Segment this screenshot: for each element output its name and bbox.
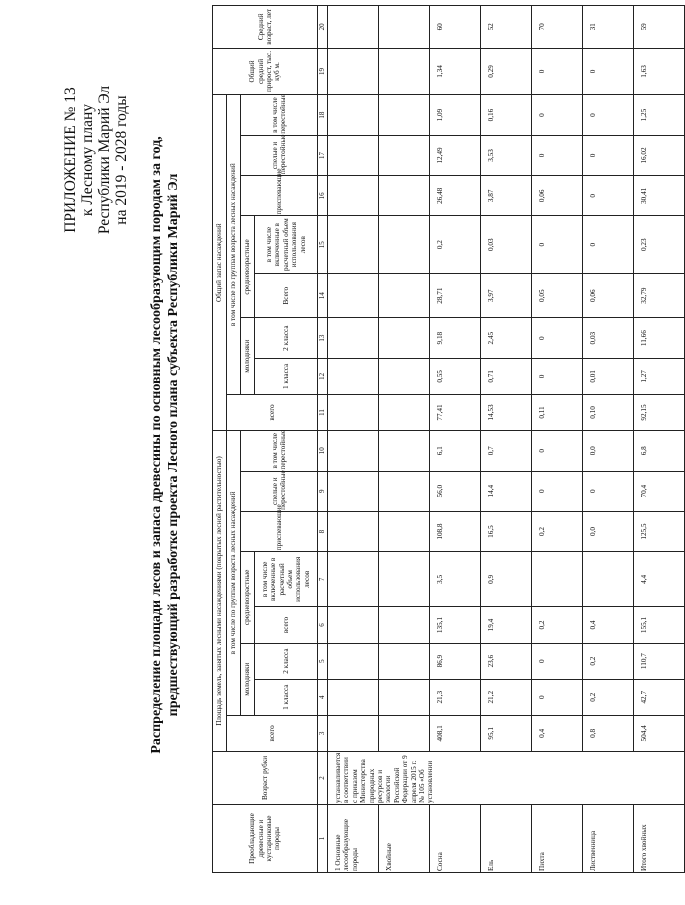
table-cell: 504,4 bbox=[634, 715, 685, 751]
table-cell: 0,4 bbox=[532, 715, 583, 751]
table-cell: 2,45 bbox=[481, 318, 532, 358]
header-stock-group: Общий запас насаждений bbox=[213, 95, 227, 431]
table-cell: 0,2 bbox=[430, 216, 481, 273]
column-number: 5 bbox=[318, 643, 328, 679]
table-cell: 0,29 bbox=[481, 48, 532, 95]
table-cell: 0 bbox=[532, 48, 583, 95]
table-cell bbox=[379, 607, 430, 643]
table-cell: 3,5 bbox=[430, 552, 481, 607]
table-cell: 0,4 bbox=[583, 607, 634, 643]
table-cell bbox=[379, 431, 430, 471]
column-number: 12 bbox=[318, 358, 328, 394]
species-cell: Хвойные bbox=[379, 805, 430, 873]
table-cell: 30,41 bbox=[634, 176, 685, 216]
table-cell: 86,9 bbox=[430, 643, 481, 679]
table-body bbox=[318, 6, 685, 873]
table-cell: 0,11 bbox=[532, 394, 583, 430]
table-cell: 125,5 bbox=[634, 511, 685, 551]
table-cell bbox=[379, 394, 430, 430]
header-middle: средневозрастные bbox=[241, 552, 255, 643]
table-cell bbox=[328, 95, 379, 135]
table-row bbox=[481, 6, 532, 873]
table-cell: 0,10 bbox=[583, 394, 634, 430]
table-cell: 14,53 bbox=[481, 394, 532, 430]
table-cell: 0 bbox=[532, 643, 583, 679]
table-cell bbox=[379, 643, 430, 679]
table-cell: 0 bbox=[583, 135, 634, 175]
table-cell: 0,03 bbox=[583, 318, 634, 358]
header-stock-premature: приспевающие bbox=[241, 176, 318, 216]
title-line: Распределение площади лесов и запаса древесины по основным лесообразующим породам за год, bbox=[149, 136, 164, 754]
table-cell bbox=[328, 607, 379, 643]
column-number: 9 bbox=[318, 471, 328, 511]
table-cell: 0 bbox=[532, 95, 583, 135]
table-cell: 0,55 bbox=[430, 358, 481, 394]
table-cell bbox=[379, 358, 430, 394]
title-line: предшествующий разработке проекта Лесного плана субъекта Республики Марий Эл bbox=[166, 173, 181, 717]
table-cell: 0,2 bbox=[532, 607, 583, 643]
table-cell bbox=[379, 216, 430, 273]
column-number: 4 bbox=[318, 679, 328, 715]
header-stock-mature: спелые и перестойные bbox=[241, 135, 318, 175]
table-cell: 42,7 bbox=[634, 679, 685, 715]
table-cell: 408,1 bbox=[430, 715, 481, 751]
table-cell bbox=[328, 358, 379, 394]
species-cell: 1 Основные лесообразующие породы bbox=[328, 805, 379, 873]
header-growth: Общий средний прирост, тыс. куб м. bbox=[213, 48, 318, 95]
table-cell: 1,63 bbox=[634, 48, 685, 95]
table-cell: 0,8 bbox=[583, 715, 634, 751]
table-row bbox=[379, 6, 430, 873]
column-number: 17 bbox=[318, 135, 328, 175]
table-cell: 21,3 bbox=[430, 679, 481, 715]
table-cell: 70 bbox=[532, 6, 583, 49]
table-cell: 92,15 bbox=[634, 394, 685, 430]
table-cell: 0,2 bbox=[583, 679, 634, 715]
header-stock-middle-total: Всего bbox=[255, 273, 318, 318]
table-row bbox=[583, 6, 634, 873]
appendix-line: Республики Марий Эл bbox=[96, 85, 113, 235]
table-cell: 0 bbox=[583, 95, 634, 135]
column-number: 15 bbox=[318, 216, 328, 273]
table-cell: 95,1 bbox=[481, 715, 532, 751]
table-row bbox=[328, 6, 379, 873]
table-cell bbox=[532, 552, 583, 607]
table-cell: 11,66 bbox=[634, 318, 685, 358]
table-cell: 1,27 bbox=[634, 358, 685, 394]
table-cell bbox=[328, 643, 379, 679]
table-cell bbox=[328, 679, 379, 715]
table-cell: 1,34 bbox=[430, 48, 481, 95]
table-cell: 110,7 bbox=[634, 643, 685, 679]
table-cell: 70,4 bbox=[634, 471, 685, 511]
header-stock-middle-incl: в том числе включенные в расчетный объем использования лесов bbox=[255, 216, 318, 273]
table-cell bbox=[379, 273, 430, 318]
appendix-line: на 2019 - 2028 годы bbox=[113, 95, 130, 225]
table-cell: 9,18 bbox=[430, 318, 481, 358]
table-cell: 0,06 bbox=[532, 176, 583, 216]
table-cell bbox=[328, 715, 379, 751]
table-cell: 0,03 bbox=[481, 216, 532, 273]
column-number: 6 bbox=[318, 607, 328, 643]
table-cell bbox=[328, 511, 379, 551]
table-cell: 0 bbox=[532, 358, 583, 394]
table-cell: 59 bbox=[634, 6, 685, 49]
table-cell bbox=[379, 679, 430, 715]
table-cell bbox=[379, 471, 430, 511]
header-area-group: Площадь земель, занятых лесными насаждениями (покрытых лесной растительностью) bbox=[213, 431, 227, 752]
appendix-line: к Лесному плану bbox=[79, 103, 96, 217]
table-cell: 19,4 bbox=[481, 607, 532, 643]
header-stock-middle: средневозрастные bbox=[241, 216, 255, 318]
header-stock-total: всего bbox=[227, 394, 318, 430]
table-cell: 12,49 bbox=[430, 135, 481, 175]
header-overmature: в том числе перестойные bbox=[241, 431, 318, 471]
header-stock-young: молодняки bbox=[241, 318, 255, 394]
table-cell: 31 bbox=[583, 6, 634, 49]
column-number: 18 bbox=[318, 95, 328, 135]
table-cell: 16,02 bbox=[634, 135, 685, 175]
column-number: 2 bbox=[318, 751, 328, 804]
column-number: 8 bbox=[318, 511, 328, 551]
table-cell bbox=[379, 135, 430, 175]
table-cell bbox=[328, 394, 379, 430]
table-cell: 21,2 bbox=[481, 679, 532, 715]
table-cell: 0,0 bbox=[583, 431, 634, 471]
table-cell: 3,87 bbox=[481, 176, 532, 216]
table-cell bbox=[328, 471, 379, 511]
table-cell: 0,01 bbox=[583, 358, 634, 394]
table-container bbox=[212, 5, 648, 873]
table-cell bbox=[328, 6, 379, 49]
table-cell bbox=[328, 216, 379, 273]
table-cell: 14,4 bbox=[481, 471, 532, 511]
table-cell bbox=[379, 176, 430, 216]
table-cell: 0 bbox=[532, 216, 583, 273]
table-cell: 6,8 bbox=[634, 431, 685, 471]
header-stock-class2: 2 класса bbox=[255, 318, 318, 358]
header-avg-age: Средний возраст, лет bbox=[213, 6, 318, 49]
table-cell: 6,1 bbox=[430, 431, 481, 471]
table-row bbox=[532, 6, 583, 873]
table-cell bbox=[379, 511, 430, 551]
table-head bbox=[213, 6, 318, 873]
species-cell: Сосна bbox=[430, 805, 481, 873]
table-cell: 0 bbox=[532, 318, 583, 358]
column-number: 3 bbox=[318, 715, 328, 751]
table-cell: 0 bbox=[583, 176, 634, 216]
table-cell bbox=[328, 318, 379, 358]
table-cell: 0,23 bbox=[634, 216, 685, 273]
species-cell: Итого хвойных bbox=[634, 805, 685, 873]
header-young: молодняки bbox=[241, 643, 255, 715]
species-cell: Лиственница bbox=[583, 805, 634, 873]
table-cell: 0,2 bbox=[583, 643, 634, 679]
table-cell: 0,71 bbox=[481, 358, 532, 394]
header-middle-total: всего bbox=[255, 607, 318, 643]
header-premature: приспевающие bbox=[241, 511, 318, 551]
column-number: 10 bbox=[318, 431, 328, 471]
document-title bbox=[148, 45, 182, 845]
table-cell bbox=[379, 6, 430, 49]
age-cell: устанавливается в соответствии с приказом Министерства природных ресурсов и экологии Российской Федерации от 9 апреля 2015 г. № 105 «Об установлении bbox=[328, 751, 685, 804]
column-number: 11 bbox=[318, 394, 328, 430]
table-cell: 0,06 bbox=[583, 273, 634, 318]
header-age: Возраст рубки bbox=[213, 751, 318, 804]
header-stock-class1: 1 класса bbox=[255, 358, 318, 394]
table-cell: 0 bbox=[583, 471, 634, 511]
table-cell: 77,41 bbox=[430, 394, 481, 430]
table-cell: 1,09 bbox=[430, 95, 481, 135]
forest-distribution-table bbox=[212, 5, 685, 873]
table-cell: 108,8 bbox=[430, 511, 481, 551]
table-cell: 0,7 bbox=[481, 431, 532, 471]
table-cell bbox=[379, 318, 430, 358]
table-cell: 0,0 bbox=[583, 511, 634, 551]
header-middle-incl: в том числе включенные в расчетный объем использования лесов bbox=[255, 552, 318, 607]
table-cell: 0 bbox=[532, 431, 583, 471]
table-cell: 28,71 bbox=[430, 273, 481, 318]
table-cell: 56,0 bbox=[430, 471, 481, 511]
table-cell: 32,79 bbox=[634, 273, 685, 318]
header-total: всего bbox=[227, 715, 318, 751]
column-number: 16 bbox=[318, 176, 328, 216]
header-area-by-age: в том числе по группам возраста лесных насаждений bbox=[227, 431, 241, 716]
table-cell: 0,16 bbox=[481, 95, 532, 135]
table-cell bbox=[328, 48, 379, 95]
header-stock-overmature: в том числе перестойные bbox=[241, 95, 318, 135]
table-cell: 3,97 bbox=[481, 273, 532, 318]
appendix-header bbox=[62, 30, 130, 290]
table-cell: 155,1 bbox=[634, 607, 685, 643]
table-cell: 135,1 bbox=[430, 607, 481, 643]
species-cell: Пихта bbox=[532, 805, 583, 873]
table-cell: 23,6 bbox=[481, 643, 532, 679]
table-cell: 3,53 bbox=[481, 135, 532, 175]
table-cell: 0 bbox=[532, 135, 583, 175]
table-cell bbox=[379, 715, 430, 751]
column-number: 7 bbox=[318, 552, 328, 607]
table-cell bbox=[328, 176, 379, 216]
table-cell: 0 bbox=[532, 679, 583, 715]
table-cell: 0,9 bbox=[481, 552, 532, 607]
column-number: 14 bbox=[318, 273, 328, 318]
column-number-row bbox=[318, 6, 328, 873]
table-row bbox=[430, 6, 481, 873]
table-cell: 0 bbox=[583, 216, 634, 273]
table-cell: 0,05 bbox=[532, 273, 583, 318]
header-class1: 1 класса bbox=[255, 679, 318, 715]
table-cell bbox=[328, 273, 379, 318]
table-cell bbox=[328, 431, 379, 471]
table-cell: 0 bbox=[583, 48, 634, 95]
table-cell bbox=[379, 552, 430, 607]
table-cell: 0,2 bbox=[532, 511, 583, 551]
table-row bbox=[634, 6, 685, 873]
column-number: 13 bbox=[318, 318, 328, 358]
table-cell bbox=[328, 135, 379, 175]
table-cell: 60 bbox=[430, 6, 481, 49]
column-number: 20 bbox=[318, 6, 328, 49]
species-cell: Ель bbox=[481, 805, 532, 873]
column-number: 19 bbox=[318, 48, 328, 95]
header-stock-by-age: в том числе по группам возраста лесных насаждений bbox=[227, 95, 241, 395]
table-cell bbox=[583, 552, 634, 607]
column-number: 1 bbox=[318, 805, 328, 873]
table-cell: 16,5 bbox=[481, 511, 532, 551]
header-class2: 2 класса bbox=[255, 643, 318, 679]
table-cell: 1,25 bbox=[634, 95, 685, 135]
header-mature: спелые и перестойные bbox=[241, 471, 318, 511]
table-cell bbox=[379, 95, 430, 135]
table-cell: 0 bbox=[532, 471, 583, 511]
table-cell: 26,48 bbox=[430, 176, 481, 216]
header-species: Преобладающие древесные и кустарниковые породы bbox=[213, 805, 318, 873]
table-cell: 52 bbox=[481, 6, 532, 49]
table-cell bbox=[328, 552, 379, 607]
table-cell: 4,4 bbox=[634, 552, 685, 607]
appendix-line: ПРИЛОЖЕНИЕ № 13 bbox=[62, 87, 79, 233]
table-cell bbox=[379, 48, 430, 95]
